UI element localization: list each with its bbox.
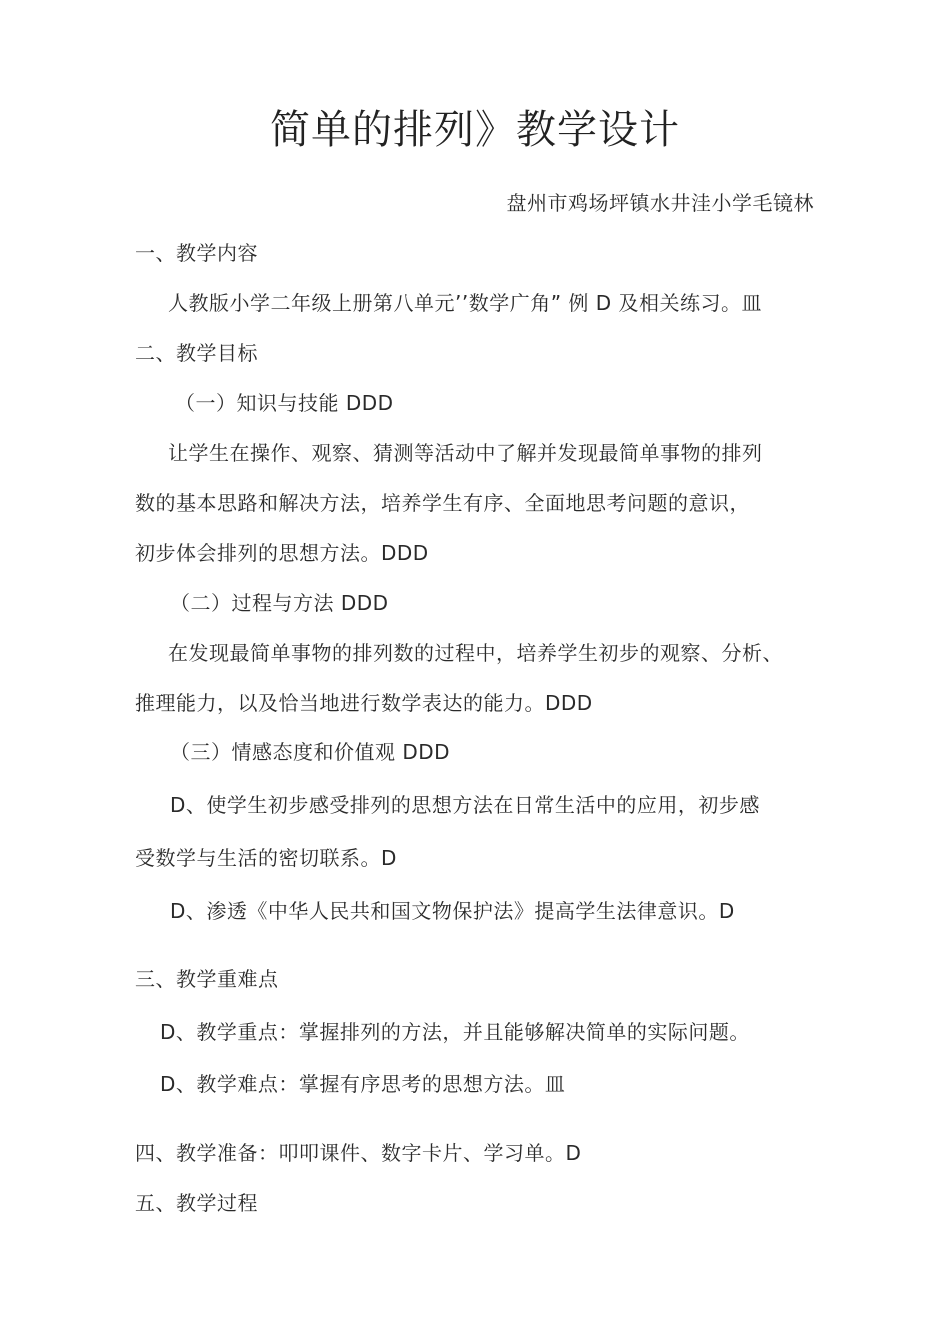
section-heading-content: 一、教学内容 [135, 241, 258, 265]
section-heading-process: 五、教学过程 [135, 1191, 258, 1215]
subheading-emotion: （三）情感态度和价值观 DDD [170, 740, 451, 764]
paragraph-emotion-3: D、渗透《中华人民共和国文物保护法》提高学生法律意识。D [170, 899, 735, 923]
paragraph-difficulty: D、教学难点：掌握有序思考的思想方法。皿 [160, 1072, 566, 1096]
paragraph-emotion-1: D、使学生初步感受排列的思想方法在日常生活中的应用，初步感 [170, 793, 760, 817]
document-title: 简单的排列》教学设计 [270, 107, 680, 153]
paragraph-knowledge-1: 让学生在操作、观察、猜测等活动中了解并发现最简单事物的排列 [168, 441, 763, 465]
section-heading-keypoints: 三、教学重难点 [135, 967, 279, 991]
author-line: 盘州市鸡场坪镇水井洼小学毛镜林 [506, 191, 814, 215]
subheading-process: （二）过程与方法 DDD [170, 591, 389, 615]
section-heading-preparation: 四、教学准备：叩叩课件、数字卡片、学习单。D [135, 1141, 582, 1165]
paragraph-process-1: 在发现最简单事物的排列数的过程中，培养学生初步的观察、分析、 [168, 641, 783, 665]
section-heading-goals: 二、教学目标 [135, 341, 258, 365]
paragraph-keypoint: D、教学重点：掌握排列的方法，并且能够解决简单的实际问题。 [160, 1020, 750, 1044]
subheading-knowledge: （一）知识与技能 DDD [175, 391, 394, 415]
paragraph-knowledge-3: 初步体会排列的思想方法。DDD [135, 541, 429, 565]
paragraph-emotion-2: 受数学与生活的密切联系。D [135, 846, 397, 870]
paragraph-process-2: 推理能力，以及恰当地进行数学表达的能力。DDD [135, 691, 593, 715]
paragraph-content: 人教版小学二年级上册第八单元’’数学广角” 例 D 及相关练习。皿 [168, 291, 763, 315]
paragraph-knowledge-2: 数的基本思路和解决方法，培养学生有序、全面地思考问题的意识， [135, 491, 750, 515]
